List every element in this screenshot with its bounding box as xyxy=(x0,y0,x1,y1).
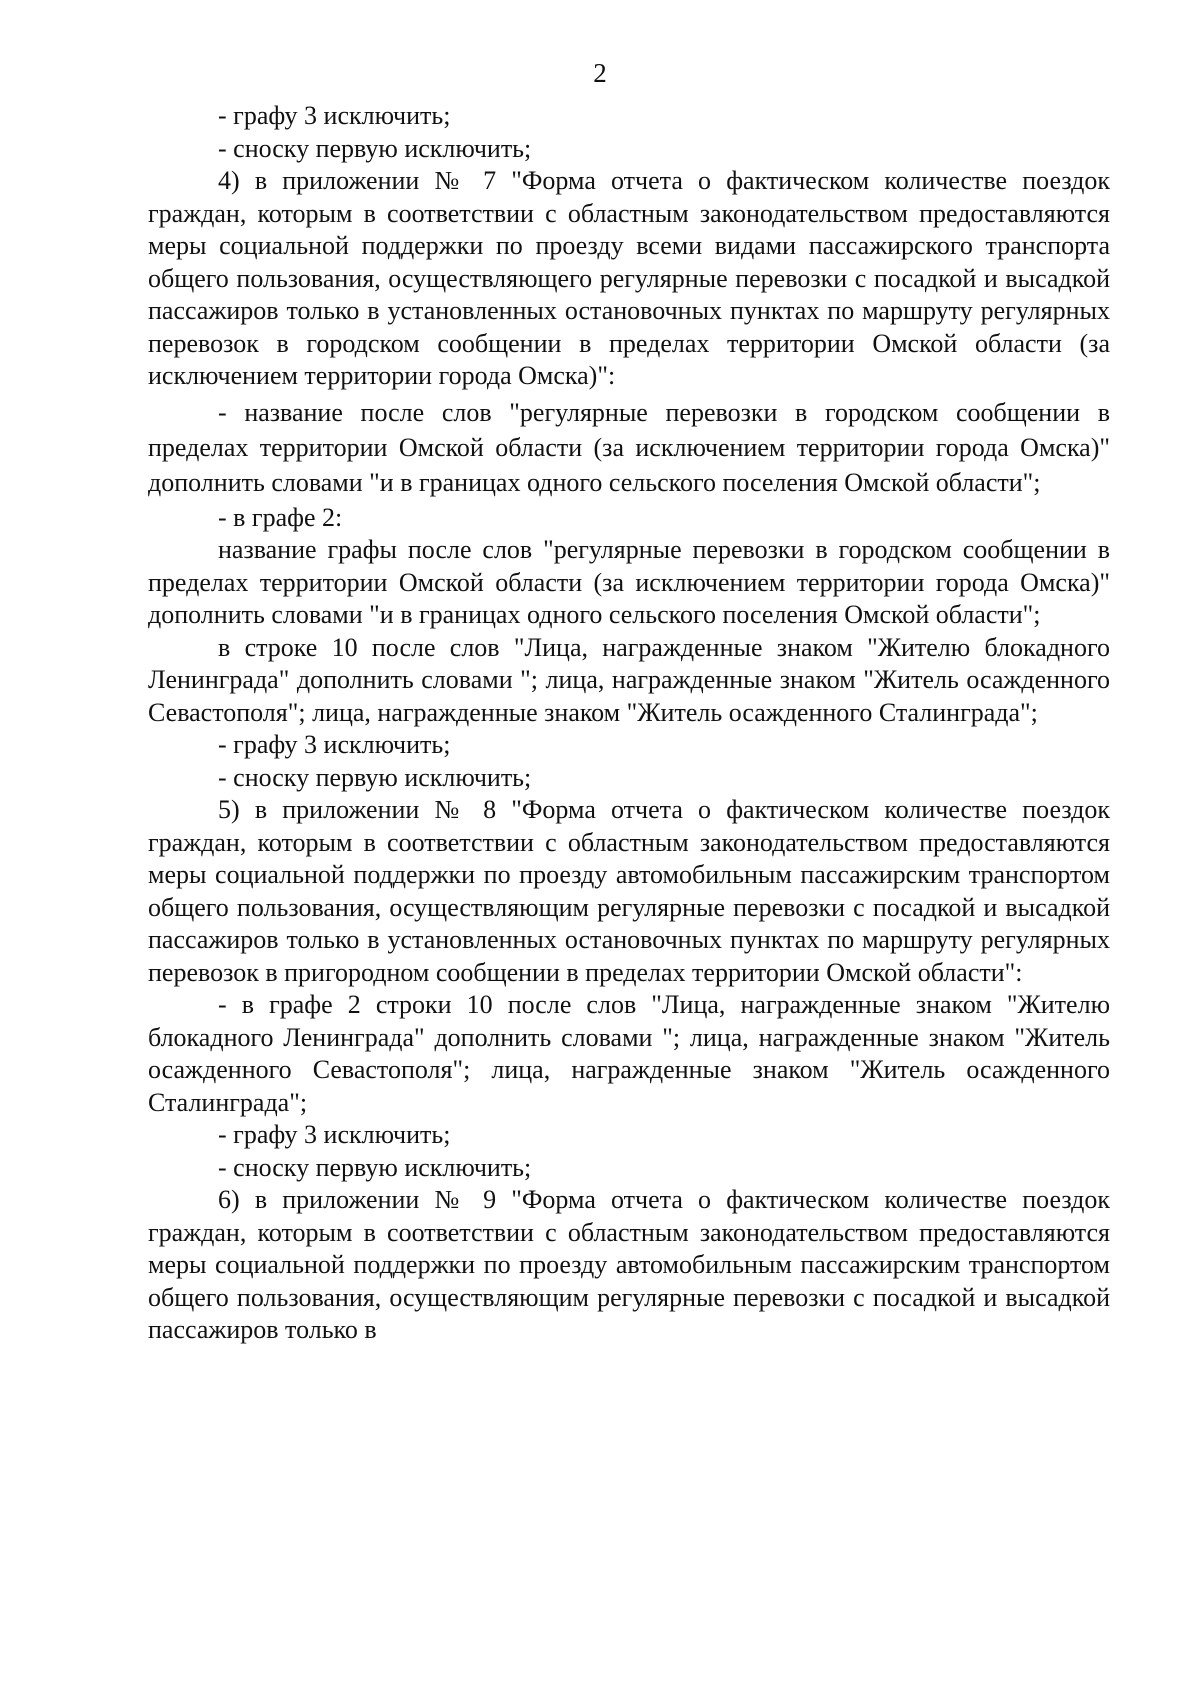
paragraph: - сноску первую исключить; xyxy=(218,133,532,163)
paragraph: - в графе 2: xyxy=(218,502,343,532)
paragraph: 5) в приложении № 8 "Форма отчета о фактическом количестве поездок граждан, которым в соответствии с областным законодательством предоставляются меры социальной поддержки по проезду автомобильным пассажирским транспортом общего пользования, осуществляющим регулярные перевозки с посадкой и высадкой пассажиров только в установленных остановочных пунктах по маршруту регулярных перевозок в пригородном сообщении в пределах территории Омской области": xyxy=(148,795,1110,987)
paragraph: 4) в приложении № 7 "Форма отчета о фактическом количестве поездок граждан, которым в соответствии с областным законодательством предоставляются меры социальной поддержки по проезду всеми видами пассажирского транспорта общего пользования, осуществляющего регулярные перевозки с посадкой и высадкой пассажиров только в установленных остановочных пунктах по маршруту регулярных перевозок в городском сообщении в пределах территории Омской области (за исключением территории города Омска)": xyxy=(148,166,1110,390)
page-number: 2 xyxy=(593,58,607,88)
paragraph: - графу 3 исключить; xyxy=(218,730,451,759)
paragraph: - название после слов "регулярные перевозки в городском сообщении в пределах территории Омской области (за исключением территории города Омска)" дополнить словами "и в границах одного сельского поселения Омской области"; xyxy=(148,397,1110,497)
paragraph: 6) в приложении № 9 "Форма отчета о фактическом количестве поездок граждан, которым в соответствии с областным законодательством предоставляются меры социальной поддержки по проезду автомобильным пассажирским транспортом общего пользования, осуществляющим регулярные перевозки с посадкой и высадкой пассажиров только в xyxy=(148,1185,1110,1344)
paragraph: - графу 3 исключить; xyxy=(218,1120,451,1149)
paragraph: - в графе 2 строки 10 после слов "Лица, награжденные знаком "Жителю блокадного Ленинграда" дополнить словами "; лица, награжденные знаком "Житель осажденного Севастополя"; лица, награжденные знаком "Житель осажденного Сталинграда"; xyxy=(148,990,1110,1117)
paragraph: в строке 10 после слов "Лица, награжденные знаком "Жителю блокадного Ленинграда" дополнить словами "; лица, награжденные знаком "Житель осажденного Севастополя"; лица, награжденные знаком "Житель осажденного Сталинграда"; xyxy=(148,632,1110,727)
paragraph: - сноску первую исключить; xyxy=(218,762,532,792)
paragraph: - графу 3 исключить; xyxy=(218,101,451,130)
paragraph: название графы после слов "регулярные перевозки в городском сообщении в пределах территории Омской области (за исключением территории города Омска)" дополнить словами "и в границах одного сельского поселения Омской области"; xyxy=(148,535,1110,629)
document-body xyxy=(148,100,1110,1347)
paragraph: - сноску первую исключить; xyxy=(218,1152,532,1182)
